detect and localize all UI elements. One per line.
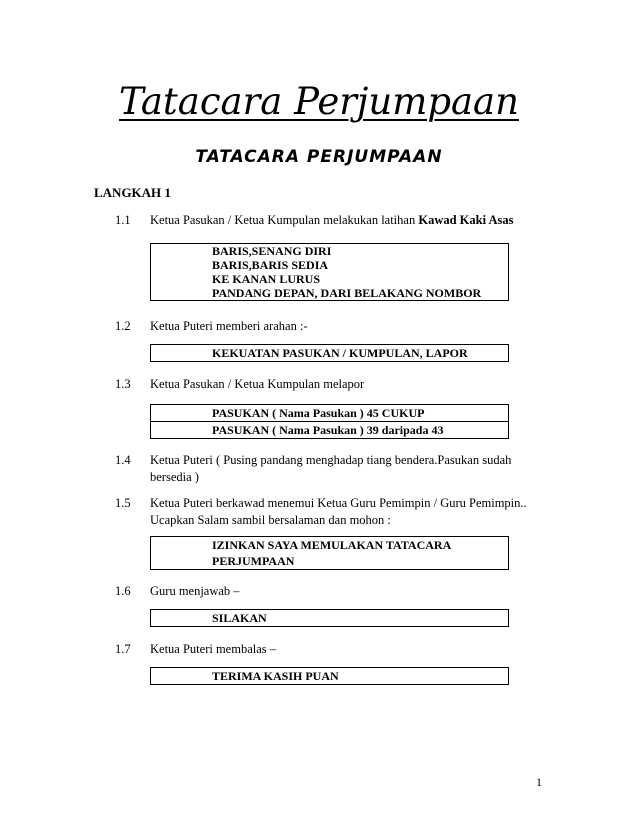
command-box xyxy=(150,536,509,570)
item-text-line: bersedia ) xyxy=(150,470,199,484)
item-text-line: Ketua Puteri ( Pusing pandang menghadap tiang bendera.Pasukan sudah xyxy=(150,453,512,467)
item-number: 1.4 xyxy=(115,453,131,467)
command-box xyxy=(150,243,509,301)
item-text: Ketua Pasukan / Ketua Kumpulan melapor xyxy=(150,377,365,391)
command-line: KEKUATAN PASUKAN / KUMPULAN, LAPOR xyxy=(212,346,468,360)
command-line: KE KANAN LURUS xyxy=(212,272,321,286)
item-number: 1.2 xyxy=(115,319,131,333)
item-number: 1.3 xyxy=(115,377,131,391)
item-number: 1.1 xyxy=(115,213,131,227)
item-text-line: Ucapkan Salam sambil bersalaman dan mohon : xyxy=(150,513,391,527)
item-text-plain: Ketua Pasukan / Ketua Kumpulan melakukan latihan xyxy=(150,213,419,227)
item-text-line: Ketua Puteri berkawad menemui Ketua Guru Pemimpin / Guru Pemimpin.. xyxy=(150,496,527,510)
item-text xyxy=(150,212,545,229)
command-line: PASUKAN ( Nama Pasukan ) 39 daripada 43 xyxy=(212,423,444,437)
item-number: 1.5 xyxy=(115,496,131,510)
command-box xyxy=(150,344,509,362)
command-line: PASUKAN ( Nama Pasukan ) 45 CUKUP xyxy=(151,405,508,422)
command-line: PERJUMPAAN xyxy=(212,554,295,568)
command-box xyxy=(150,609,509,627)
command-line: TERIMA KASIH PUAN xyxy=(212,669,339,683)
command-line: BARIS,SENANG DIRI xyxy=(212,244,332,258)
command-line: IZINKAN SAYA MEMULAKAN TATACARA xyxy=(212,538,452,552)
step-heading: LANGKAH 1 xyxy=(94,185,171,200)
command-box xyxy=(150,404,509,439)
item-text xyxy=(150,452,545,486)
item-text-bold: Kawad Kaki Asas xyxy=(418,213,514,227)
item-text xyxy=(150,495,545,529)
page-number: 1 xyxy=(536,775,542,789)
item-number: 1.6 xyxy=(115,584,131,598)
item-number: 1.7 xyxy=(115,642,131,656)
command-line: PANDANG DEPAN, DARI BELAKANG NOMBOR xyxy=(212,286,482,300)
command-line: BARIS,BARIS SEDIA xyxy=(212,258,329,272)
item-text: Ketua Puteri membalas – xyxy=(150,642,277,656)
document-subtitle: TATACARA PERJUMPAAN xyxy=(195,147,443,167)
item-text: Ketua Puteri memberi arahan :- xyxy=(150,319,308,333)
document-title: Tatacara Perjumpaan xyxy=(119,80,519,123)
command-box xyxy=(150,667,509,685)
command-line: SILAKAN xyxy=(212,611,267,625)
item-text: Guru menjawab – xyxy=(150,584,240,598)
